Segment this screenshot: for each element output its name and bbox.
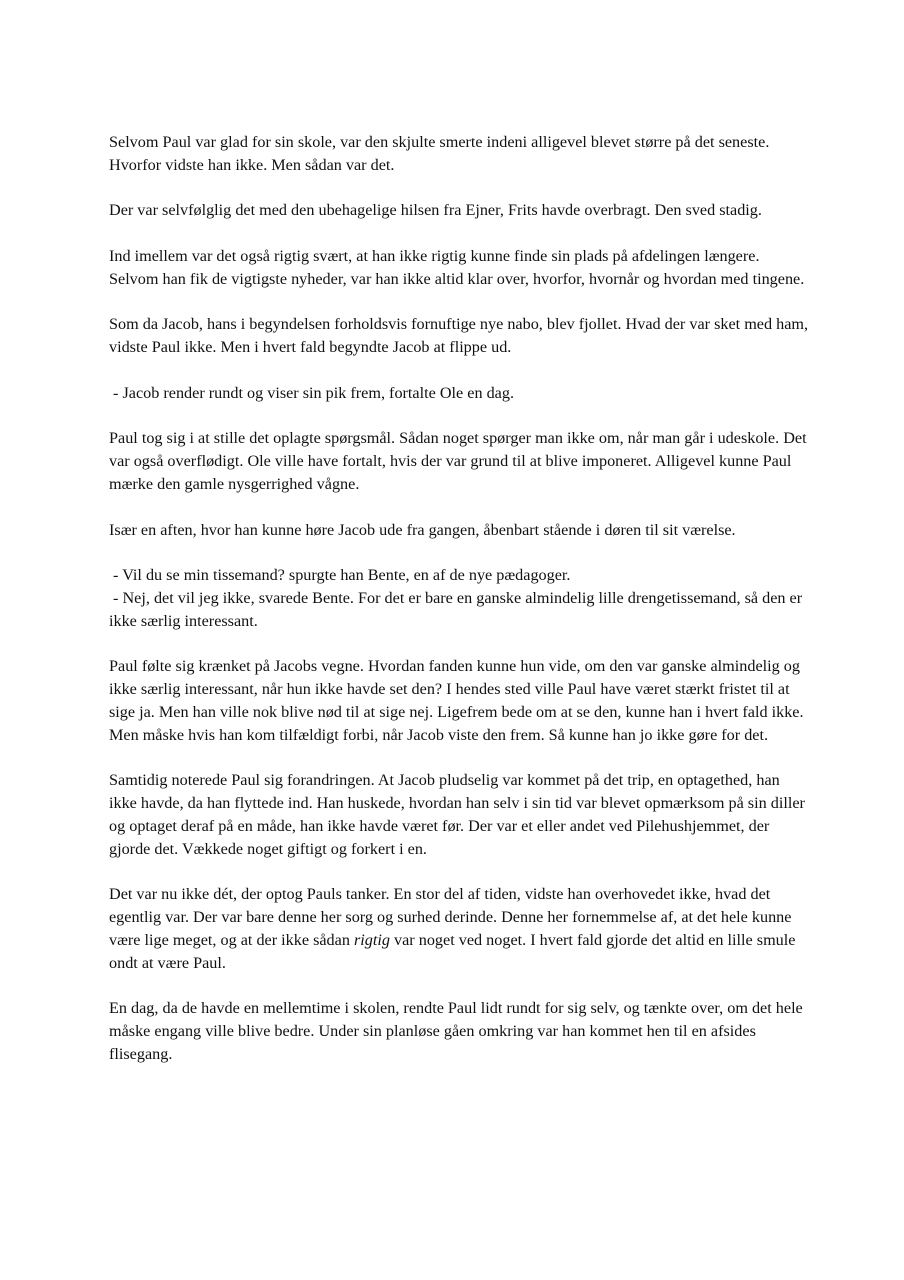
paragraph-text: Det var nu ikke dét, der optog Pauls tanker. En stor del af tiden, vidste han overhovedet ikke, hvad det egentlig var. Der var bare denne her sorg og surhed derinde. Denne her fornemmelse af, at det hele kunne være lige meget, og at der ikke sådan [109, 885, 792, 949]
paragraph: En dag, da de havde en mellemtime i skolen, rendte Paul lidt rundt for sig selv, og tænkte over, om det hele måske engang ville blive bedre. Under sin planløse gåen omkring var han kommet hen til en afsides flisegang. [109, 999, 803, 1063]
paragraph: Ind imellem var det også rigtig svært, at han ikke rigtig kunne finde sin plads på afdelingen længere. Selvom han fik de vigtigste nyheder, var han ikke altid klar over, hvorfor, hvornår og hvordan med tingene. [109, 246, 805, 288]
paragraph: Selvom Paul var glad for sin skole, var den skjulte smerte indeni alligevel blevet større på det seneste. Hvorfor vidste han ikke. Men sådan var det. [109, 133, 770, 174]
paragraph-text: var noget ved noget. I hvert fald gjorde det altid en lille smule ondt at være Paul. [109, 930, 796, 972]
paragraph: Paul følte sig krænket på Jacobs vegne. Hvordan fanden kunne hun vide, om den var ganske almindelig og ikke særlig interessant, når hun ikke havde set den? I hendes sted ville Paul have været stærkt fristet til at sige ja. Men han ville nok blive nød til at sige nej. Ligefrem bede om at se den, kunne han i hvert fald ikke. Men måske hvis han kom tilfældigt forbi, når Jacob viste den frem. Så kunne han jo ikke gøre for det. [109, 657, 804, 744]
paragraph [109, 883, 809, 974]
dialog-line: - Vil du se min tissemand? spurgte han Bente, en af de nye pædagoger. [109, 566, 571, 585]
dialog-line: - Nej, det vil jeg ikke, svarede Bente. For det er bare en ganske almindelig lille drengetissemand, så den er ikke særlig interessant. [109, 588, 807, 630]
paragraph: Som da Jacob, hans i begyndelsen forholdsvis fornuftige nye nabo, blev fjollet. Hvad der var sket med ham, vidste Paul ikke. Men i hvert fald begyndte Jacob at flippe ud. [109, 315, 809, 357]
paragraph: Især en aften, hvor han kunne høre Jacob ude fra gangen, åbenbart stående i døren til sit værelse. [109, 520, 736, 539]
dialog-line: - Jacob render rundt og viser sin pik frem, fortalte Ole en dag. [109, 383, 515, 402]
emphasized-word: rigtig [353, 930, 390, 949]
document-page [109, 131, 809, 1088]
paragraph: Paul tog sig i at stille det oplagte spørgsmål. Sådan noget spørger man ikke om, når man går i udeskole. Det var også overflødigt. Ole ville have fortalt, hvis der var grund til at blive imponeret. Alligevel kunne Paul mærke den gamle nysgerrighed vågne. [109, 429, 807, 493]
paragraph: Der var selvfølglig det med den ubehagelige hilsen fra Ejner, Frits havde overbragt. Den sved stadig. [109, 201, 762, 220]
dialog-block [109, 564, 809, 632]
paragraph: Samtidig noterede Paul sig forandringen. At Jacob pludselig var kommet på det trip, en optagethed, han ikke havde, da han flyttede ind. Han huskede, hvordan han selv i sin tid var blevet opmærksom på sin diller og optaget deraf på en måde, han ikke havde været før. Der var et eller andet ved Pilehushjemmet, der gjorde det. Vækkede noget giftigt og forkert i en. [109, 771, 805, 858]
